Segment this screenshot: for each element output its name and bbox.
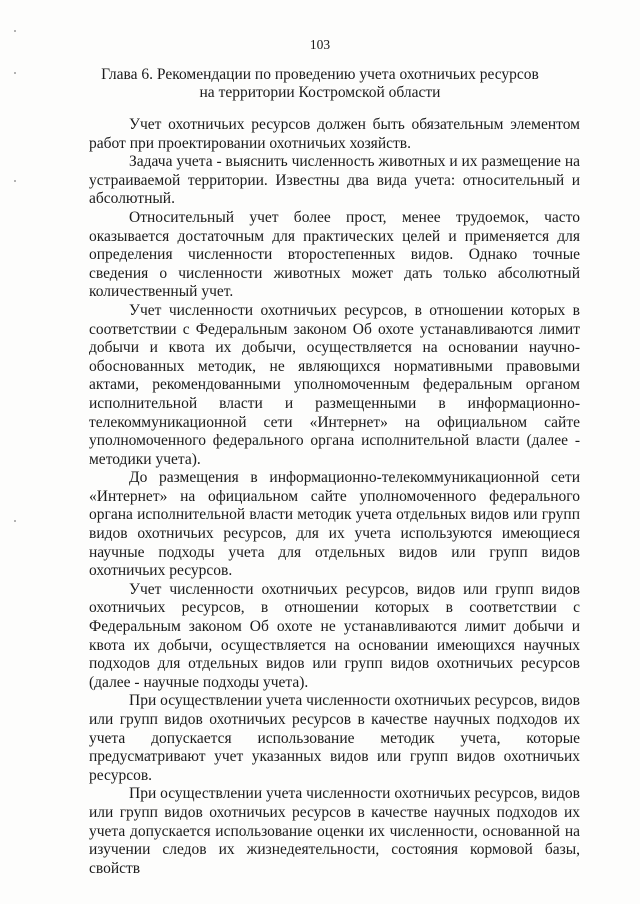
paragraph: Задача учета - выяснить численность животных и их размещение на устраиваемой территории. Известны два вида учета: относительный и абсолютный. xyxy=(89,153,580,208)
paragraph: Относительный учет более прост, менее трудоемок, часто оказывается достаточным для практических целей и применяется для определения численности второстепенных видов. Однако точные сведения о численности животных может дать только абсолютный количественный учет. xyxy=(89,208,580,301)
scan-artifact xyxy=(14,180,16,182)
paragraph: Учет численности охотничьих ресурсов, видов или групп видов охотничьих ресурсов, в отношении которых в соответствии с Федеральным законом Об охоте не устанавливаются лимит добычи и квота их добычи, осуществляется на основании имеющихся научных подходов для отдельных видов или групп видов охотничьих ресурсов (далее - научные подходы учета). xyxy=(89,580,580,691)
scan-artifact xyxy=(14,72,16,74)
chapter-title xyxy=(60,66,580,102)
scan-artifact xyxy=(14,30,16,32)
page-number: 103 xyxy=(309,37,331,52)
paragraph: Учет численности охотничьих ресурсов, в отношении которых в соответствии с Федеральным законом Об охоте устанавливаются лимит добычи и квота их добычи, осуществляется на основании научно-обоснованных методик, не являющихся нормативными правовыми актами, рекомендованными уполномоченным федеральным органом исполнительной власти и размещенными в информационно-телекоммуникационной сети «Интернет» на официальном сайте уполномоченного федерального органа исполнительной власти (далее - методики учета). xyxy=(89,301,580,468)
paragraph: При осуществлении учета численности охотничьих ресурсов, видов или групп видов охотничьих ресурсов в качестве научных подходов их учета допускается использование оценки их численности, основанной на изучении следов их жизнедеятельности, состояния кормовой базы, свойств xyxy=(89,785,580,877)
chapter-title-line-2: на территории Костромской области xyxy=(199,84,441,101)
scan-artifact xyxy=(14,520,16,522)
chapter-title-line-1: Глава 6. Рекомендации по проведению учета охотничьих ресурсов xyxy=(101,66,539,83)
paragraph: Учет охотничьих ресурсов должен быть обязательным элементом работ при проектировании охотничьих хозяйств. xyxy=(89,116,580,152)
paragraph: При осуществлении учета численности охотничьих ресурсов, видов или групп видов охотничьих ресурсов в качестве научных подходов их учета допускается использование методик учета, которые предусматривают учет указанных видов или групп видов охотничьих ресурсов. xyxy=(89,692,580,784)
paragraph: До размещения в информационно-телекоммуникационной сети «Интернет» на официальном сайте уполномоченного федерального органа исполнительной власти методик учета отдельных видов или групп видов охотничьих ресурсов, для их учета используются имеющиеся научные подходы учета для отдельных видов или групп видов охотничьих ресурсов. xyxy=(89,469,580,580)
body-text xyxy=(89,116,580,878)
